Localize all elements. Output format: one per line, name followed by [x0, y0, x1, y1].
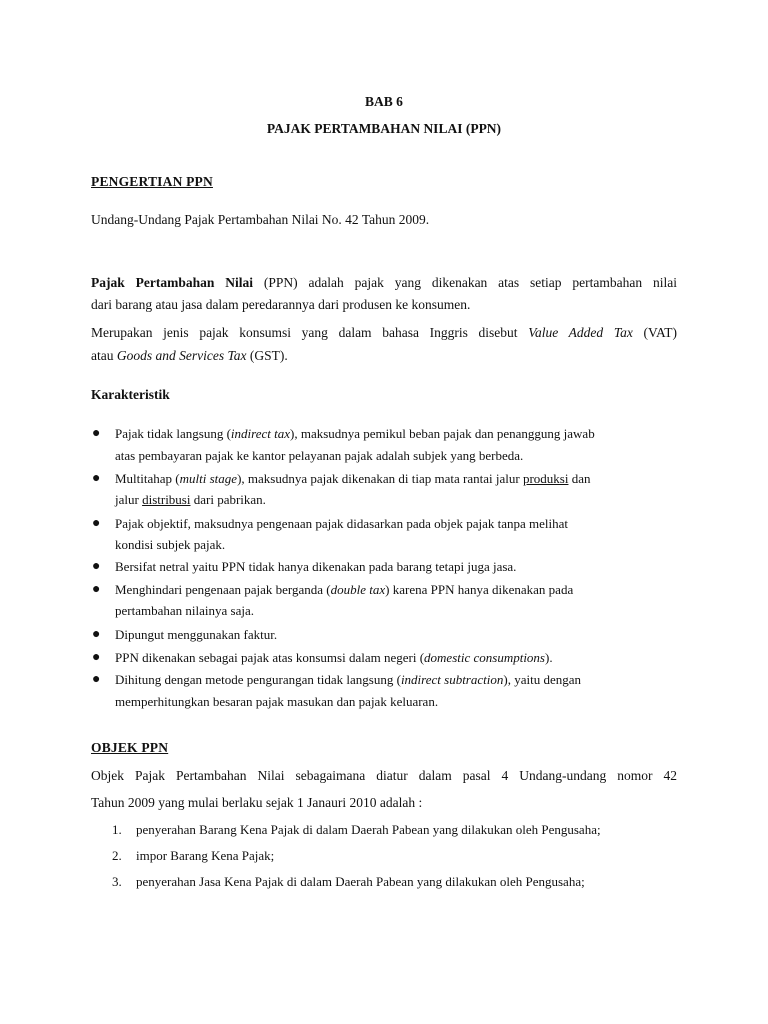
bullet-icon: ●	[92, 426, 101, 441]
consumption-line-2: atau Goods and Services Tax (GST).	[91, 348, 288, 363]
bullet-item-6: Dipungut menggunakan faktur.	[115, 627, 278, 642]
bullet-item-2-line-1: Multitahap (multi stage), maksudnya pajak dikenakan di tiap mata rantai jalur produksi dan	[115, 471, 591, 486]
list-item-2: impor Barang Kena Pajak;	[136, 848, 275, 863]
bullet-icon: ●	[92, 516, 101, 531]
definition-line-2: dari barang atau jasa dalam peredarannya dari produsen ke konsumen.	[91, 297, 471, 312]
list-number: 2.	[112, 848, 122, 863]
law-reference: Undang-Undang Pajak Pertambahan Nilai No. 42 Tahun 2009.	[91, 212, 430, 227]
objek-intro-line-2: Tahun 2009 yang mulai berlaku sejak 1 Janauri 2010 adalah :	[91, 795, 423, 810]
chapter-title: BAB 6	[365, 94, 403, 109]
bullet-item-8-line-2: memperhitungkan besaran pajak masukan dan pajak keluaran.	[115, 694, 439, 709]
list-item-1: penyerahan Barang Kena Pajak di dalam Daerah Pabean yang dilakukan oleh Pengusaha;	[136, 822, 601, 837]
bullet-item-8-line-1: Dihitung dengan metode pengurangan tidak langsung (indirect subtraction), yaitu dengan	[115, 672, 581, 687]
bullet-icon: ●	[92, 582, 101, 597]
bullet-item-5-line-2: pertambahan nilainya saja.	[115, 603, 254, 618]
bullet-item-3-line-1: Pajak objektif, maksudnya pengenaan pajak didasarkan pada objek pajak tanpa melihat	[115, 516, 569, 531]
bullet-item-2-line-2: jalur distribusi dari pabrikan.	[115, 492, 266, 507]
chapter-subtitle: PAJAK PERTAMBAHAN NILAI (PPN)	[266, 121, 502, 136]
section-heading-objek: OBJEK PPN	[91, 740, 169, 755]
bullet-icon: ●	[92, 672, 101, 687]
objek-intro-line-1: Objek Pajak Pertambahan Nilai sebagaimana diatur dalam pasal 4 Undang-undang nomor 42	[91, 768, 677, 783]
karakteristik-heading: Karakteristik	[91, 387, 170, 402]
list-item-3: penyerahan Jasa Kena Pajak di dalam Daerah Pabean yang dilakukan oleh Pengusaha;	[136, 874, 585, 889]
bullet-item-1-line-1: Pajak tidak langsung (indirect tax), maksudnya pemikul beban pajak dan penanggung jawab	[115, 426, 595, 441]
bullet-item-1-line-2: atas pembayaran pajak ke kantor pelayanan pajak adalah subjek yang berbeda.	[115, 448, 524, 463]
consumption-line-1: Merupakan jenis pajak konsumsi yang dalam bahasa Inggris disebut Value Added Tax (VAT)	[91, 325, 678, 340]
definition-line-1: Pajak Pertambahan Nilai (PPN) adalah pajak yang dikenakan atas setiap pertambahan nilai	[91, 275, 677, 290]
bullet-item-4: Bersifat netral yaitu PPN tidak hanya dikenakan pada barang tetapi juga jasa.	[115, 559, 517, 574]
bullet-item-7: PPN dikenakan sebagai pajak atas konsumsi dalam negeri (domestic consumptions).	[115, 650, 553, 665]
bullet-icon: ●	[92, 627, 101, 642]
list-number: 3.	[112, 874, 122, 889]
list-number: 1.	[112, 822, 122, 837]
section-heading-pengertian: PENGERTIAN PPN	[91, 174, 213, 189]
bullet-icon: ●	[92, 471, 101, 486]
definition-term: Pajak Pertambahan Nilai	[91, 275, 253, 290]
bullet-item-3-line-2: kondisi subjek pajak.	[115, 537, 226, 552]
bullet-icon: ●	[92, 650, 101, 665]
bullet-icon: ●	[92, 559, 101, 574]
bullet-item-5-line-1: Menghindari pengenaan pajak berganda (double tax) karena PPN hanya dikenakan pada	[115, 582, 574, 597]
